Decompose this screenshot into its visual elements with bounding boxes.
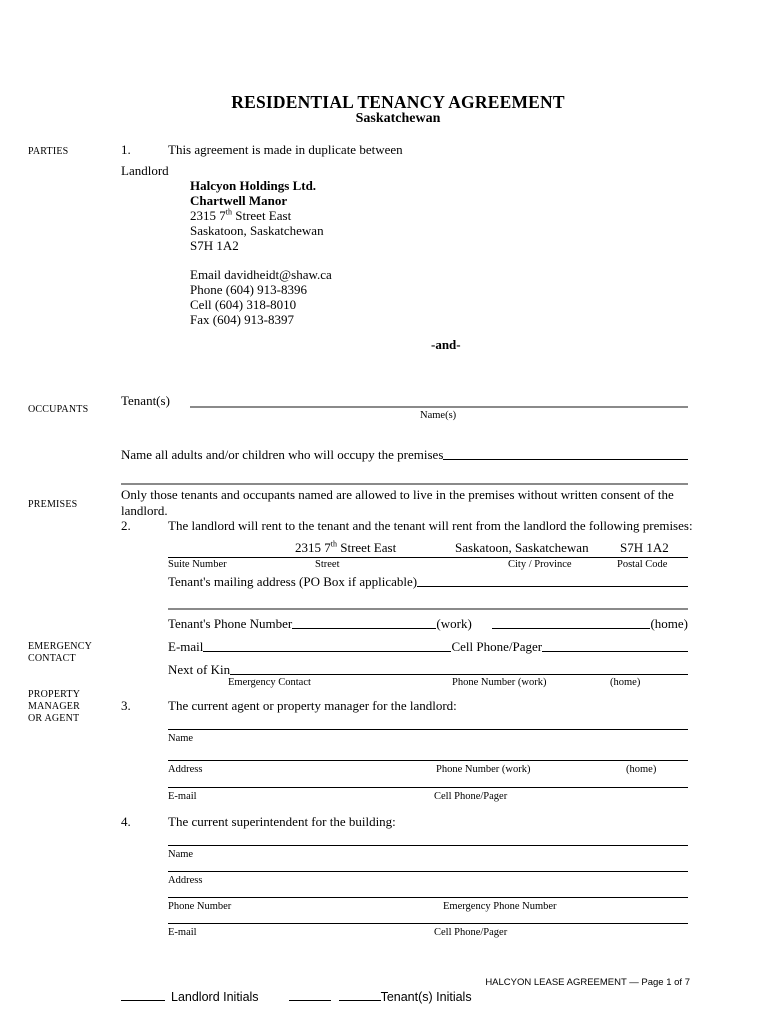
mailing-address-label: Tenant's mailing address (PO Box if applicable) [168, 574, 418, 589]
landlord-building: Chartwell Manor [190, 193, 288, 208]
tenant-initials-field-1[interactable] [289, 1000, 331, 1001]
clause-2-number: 2. [121, 518, 131, 533]
consent-text: Only those tenants and occupants named are allowed to live in the premises without written consent of the landlord. [121, 487, 674, 518]
ordinal-superscript: th [225, 207, 232, 217]
clause-4-number: 4. [121, 814, 131, 829]
tenant-names-field[interactable] [190, 406, 688, 408]
clause-1-text: This agreement is made in duplicate between [168, 142, 403, 157]
email-field[interactable] [203, 651, 451, 652]
cell-pager-label: Cell Phone/Pager [451, 639, 543, 654]
caption-superintendent-phone: Phone Number [168, 901, 232, 912]
mailing-address-field[interactable] [417, 586, 688, 587]
side-label-premises: PREMISES [28, 499, 78, 510]
landlord-initials-field[interactable] [121, 1000, 165, 1001]
caption-agent-phone-work: Phone Number (work) [436, 764, 531, 775]
agent-address-field[interactable] [168, 760, 688, 761]
clause-3-text: The current agent or property manager for the landlord: [168, 698, 457, 713]
side-label-contact: CONTACT [28, 653, 76, 664]
tenants-label: Tenant(s) [121, 393, 170, 408]
page-title: RESIDENTIAL TENANCY AGREEMENT [231, 92, 565, 112]
landlord-postal: S7H 1A2 [190, 238, 239, 253]
home-caption: (home) [650, 616, 688, 631]
names-caption: Name(s) [420, 410, 457, 421]
landlord-initials-label: Landlord Initials [171, 990, 259, 1004]
superintendent-name-field[interactable] [168, 845, 688, 846]
landlord-fax: Fax (604) 913-8397 [190, 312, 294, 327]
premises-street-value: 2315 7th Street East [295, 539, 397, 555]
caption-agent-home: (home) [626, 764, 657, 775]
next-of-kin-label: Next of Kin [168, 662, 231, 677]
caption-emergency-contact: Emergency Contact [228, 677, 311, 688]
occupants-line-2-field[interactable] [121, 483, 688, 485]
occupants-line-1-field[interactable] [443, 459, 688, 460]
caption-superintendent-name: Name [168, 849, 194, 860]
work-phone-field[interactable] [292, 628, 436, 629]
side-label-occupants: OCCUPANTS [28, 404, 89, 415]
landlord-email: Email davidheidt@shaw.ca [190, 267, 332, 282]
tenant-phone-label: Tenant's Phone Number [168, 616, 293, 631]
home-phone-field[interactable] [492, 628, 651, 629]
caption-superintendent-address: Address [168, 875, 203, 886]
side-label-parties: PARTIES [28, 146, 69, 157]
side-label-property: PROPERTY [28, 689, 81, 700]
caption-agent-email: E-mail [168, 791, 197, 802]
side-label-emergency: EMERGENCY [28, 641, 93, 652]
ordinal-superscript: th [330, 539, 337, 549]
mailing-address-line-2-field[interactable] [168, 608, 688, 610]
landlord-name: Halcyon Holdings Ltd. [190, 178, 317, 193]
clause-2-text: The landlord will rent to the tenant and the tenant will rent from the landlord the following premises: [168, 518, 693, 533]
caption-suite-number: Suite Number [168, 559, 227, 570]
caption-agent-cell: Cell Phone/Pager [434, 791, 508, 802]
caption-superintendent-cell: Cell Phone/Pager [434, 927, 508, 938]
clause-3-number: 3. [121, 698, 131, 713]
agent-name-field[interactable] [168, 729, 688, 730]
landlord-street: 2315 7th Street East [190, 207, 292, 223]
cell-pager-field[interactable] [542, 651, 688, 652]
side-label-or-agent: OR AGENT [28, 713, 80, 724]
clause-1-number: 1. [121, 142, 131, 157]
page-subtitle: Saskatchewan [355, 111, 441, 126]
landlord-cell: Cell (604) 318-8010 [190, 297, 297, 312]
landlord-city: Saskatoon, Saskatchewan [190, 223, 324, 238]
caption-agent-name: Name [168, 733, 194, 744]
premises-address-line[interactable] [168, 540, 688, 558]
agent-email-field[interactable] [168, 787, 688, 788]
caption-agent-address: Address [168, 764, 203, 775]
landlord-label: Landlord [121, 163, 169, 178]
caption-superintendent-emergency-phone: Emergency Phone Number [443, 901, 557, 912]
tenant-initials-label: Tenant(s) Initials [380, 990, 472, 1004]
email-label: E-mail [168, 639, 204, 654]
work-caption: (work) [436, 616, 472, 631]
caption-superintendent-email: E-mail [168, 927, 197, 938]
caption-postal-code: Postal Code [617, 559, 668, 570]
tenant-initials-field-2[interactable] [339, 1000, 381, 1001]
caption-city-province: City / Province [508, 559, 572, 570]
side-label-manager: MANAGER [28, 701, 80, 712]
superintendent-phone-field[interactable] [168, 897, 688, 898]
landlord-phone: Phone (604) 913-8396 [190, 282, 307, 297]
premises-postal-value: S7H 1A2 [620, 540, 669, 555]
caption-home: (home) [610, 677, 641, 688]
occupy-label: Name all adults and/or children who will occupy the premises [121, 447, 444, 462]
superintendent-address-field[interactable] [168, 871, 688, 872]
superintendent-email-field[interactable] [168, 923, 688, 924]
next-of-kin-field[interactable] [230, 674, 688, 675]
caption-phone-work: Phone Number (work) [452, 677, 547, 688]
premises-city-value: Saskatoon, Saskatchewan [455, 540, 589, 555]
footer-page-info: HALCYON LEASE AGREEMENT — Page 1 of 7 [485, 977, 690, 988]
and-separator: -and- [431, 337, 461, 352]
clause-4-text: The current superintendent for the building: [168, 814, 396, 829]
caption-street: Street [315, 559, 340, 570]
